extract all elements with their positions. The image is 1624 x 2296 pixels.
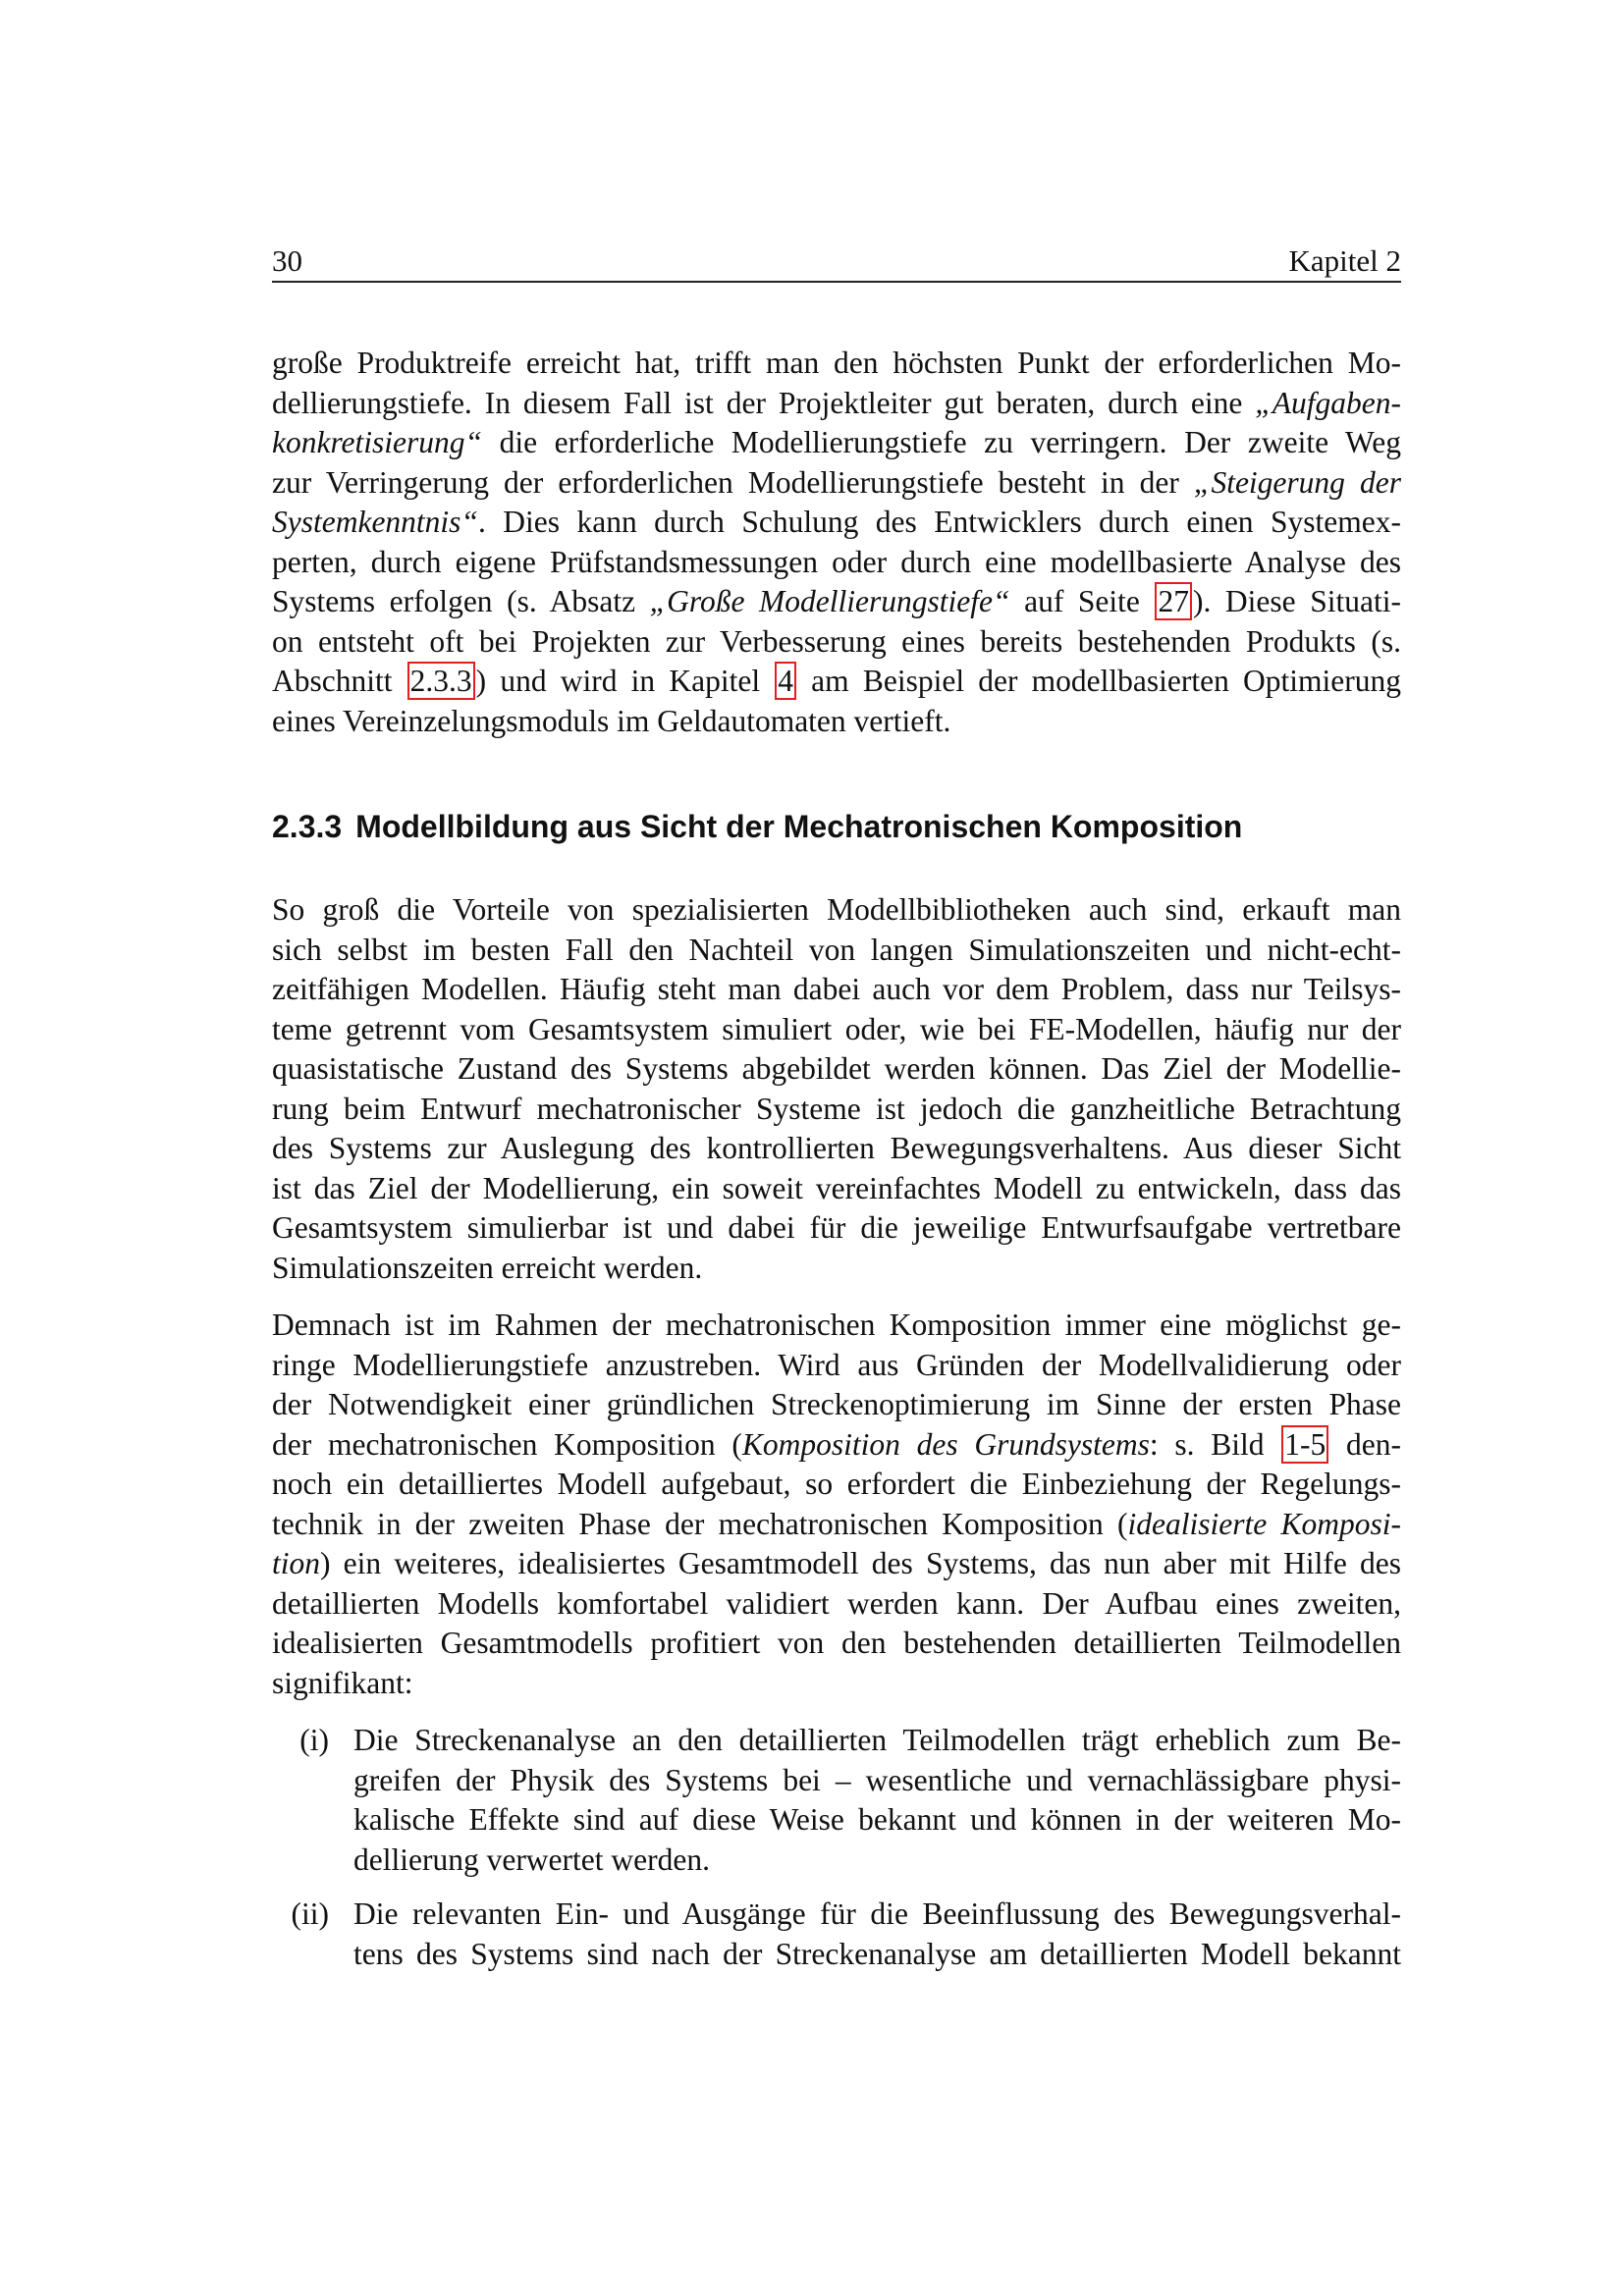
- text-line: tens des Systems sind nach der Streckenanalyse am detaillierten Modell bekannt: [353, 1936, 1401, 1971]
- text-line: Demnach ist im Rahmen der mechatronischen Komposition immer eine möglichst ge-: [272, 1308, 1401, 1342]
- text-line: teme getrennt vom Gesamtsystem simuliert oder, wie bei FE-Modellen, häufig nur der: [272, 1011, 1401, 1046]
- text-line: ist das Ziel der Modellierung, ein soweit vereinfachtes Modell zu entwickeln, dass das: [272, 1170, 1401, 1205]
- text-line: noch ein detailliertes Modell aufgebaut, so erfordert die Einbeziehung der Regelungs-: [272, 1467, 1401, 1501]
- page-ref-link[interactable]: 27: [1155, 582, 1192, 620]
- list-item-label: (ii): [291, 1896, 329, 1931]
- text-line: perten, durch eigene Prüfstandsmessungen oder durch eine modellbasierte Analyse des: [272, 544, 1401, 579]
- text-line: on entsteht oft bei Projekten zur Verbesserung eines bereits bestehenden Produkts (s.: [272, 623, 1401, 659]
- text-line: rung beim Entwurf mechatronischer Systeme ist jedoch die ganzheitliche Betrachtung: [272, 1091, 1401, 1126]
- text-line: tion) ein weiteres, idealisiertes Gesamtmodell des Systems, das nun aber mit Hilfe des: [272, 1546, 1401, 1580]
- text-line: Gesamtsystem simulierbar ist und dabei für die jeweilige Entwurfsaufgabe vertretbare: [272, 1210, 1401, 1245]
- text-line: kalische Effekte sind auf diese Weise bekannt und können in der weiteren Mo-: [353, 1802, 1401, 1837]
- list-item-body: [353, 1895, 1401, 1974]
- text-line: Die relevanten Ein- und Ausgänge für die Beeinflussung des Bewegungsverhal-: [353, 1896, 1401, 1931]
- text-line: Systemkenntnis“. Dies kann durch Schulung des Entwicklers durch einen Systemex-: [272, 505, 1401, 539]
- text-line: technik in der zweiten Phase der mechatronischen Komposition (idealisierte Komposi-: [272, 1506, 1401, 1541]
- text-line: Die Streckenanalyse an den detaillierten Teilmodellen trägt erheblich zum Be-: [353, 1723, 1401, 1757]
- page-number: 30: [272, 243, 302, 278]
- text-line: idealisierten Gesamtmodells profitiert von den bestehenden detaillierten Teilmodellen: [272, 1626, 1401, 1660]
- text-line: dellierungstiefe. In diesem Fall ist der Projektleiter gut beraten, durch eine „Aufgaben-: [272, 385, 1401, 420]
- text-line: der mechatronischen Komposition (Komposition des Grundsystems: s. Bild 1-5 den-: [272, 1426, 1401, 1462]
- text-line: greifen der Physik des Systems bei – wesentliche und vernachlässigbare physi-: [353, 1762, 1401, 1797]
- chapter-label: Kapitel 2: [1288, 243, 1401, 278]
- section-number: 2.3.3: [272, 809, 343, 844]
- chapter-ref-link[interactable]: 4: [775, 662, 796, 700]
- text-line: quasistatische Zustand des Systems abgebildet werden können. Das Ziel der Modellie-: [272, 1051, 1401, 1086]
- text-line: sich selbst im besten Fall den Nachteil von langen Simulationszeiten und nicht-echt-: [272, 932, 1401, 967]
- list-item-label: (i): [299, 1723, 329, 1757]
- text-line: zur Verringerung der erforderlichen Modellierungstiefe besteht in der „Steigerung der: [272, 464, 1402, 500]
- text-line: des Systems zur Auslegung des kontrollierten Bewegungsverhaltens. Aus dieser Sicht: [272, 1131, 1401, 1165]
- text-line: So groß die Vorteile von spezialisierten Modellbibliotheken auch sind, erkauft man: [272, 892, 1401, 927]
- text-line: Systems erfolgen (s. Absatz „Große Modellierungstiefe“ auf Seite 27 ). Diese Situati-: [272, 584, 1401, 618]
- text-line: Abschnitt 2.3.3 ) und wird in Kapitel 4 am Beispiel der modellbasierten Optimierung: [272, 664, 1401, 698]
- text-line: Simulationszeiten erreicht werden.: [272, 1250, 703, 1285]
- text-line: eines Vereinzelungsmoduls im Geldautomaten vertieft.: [272, 703, 951, 738]
- text-line: ringe Modellierungstiefe anzustreben. Wird aus Gründen der Modellvalidierung oder: [272, 1347, 1401, 1382]
- paragraph-demnach: [272, 1306, 1401, 1703]
- figure-ref-link[interactable]: 1-5: [1281, 1425, 1328, 1464]
- text-line: große Produktreife erreicht hat, trifft man den höchsten Punkt der erforderlichen Mo-: [272, 346, 1401, 380]
- text-line: detaillierten Modells komfortabel validiert werden kann. Der Aufbau eines zweiten,: [272, 1585, 1401, 1621]
- section-heading: [272, 807, 1242, 846]
- paragraph-modellbibliotheken: [272, 890, 1401, 1288]
- section-ref-link[interactable]: 2.3.3: [407, 662, 475, 700]
- text-line: konkretisierung“ die erforderliche Modellierungstiefe zu verringern. Der zweite Weg: [272, 425, 1401, 459]
- text-line: zeitfähigen Modellen. Häufig steht man dabei auch vor dem Problem, dass nur Teilsys-: [272, 972, 1401, 1006]
- paragraph-intro: [272, 344, 1401, 741]
- page-header: [272, 243, 1401, 283]
- section-title: Modellbildung aus Sicht der Mechatronischen Komposition: [355, 809, 1243, 844]
- text-line: signifikant:: [272, 1665, 413, 1700]
- list-item-body: [353, 1721, 1401, 1880]
- text-line: dellierung verwertet werden.: [353, 1842, 710, 1877]
- text-line: der Notwendigkeit einer gründlichen Streckenoptimierung im Sinne der ersten Phase: [272, 1387, 1401, 1421]
